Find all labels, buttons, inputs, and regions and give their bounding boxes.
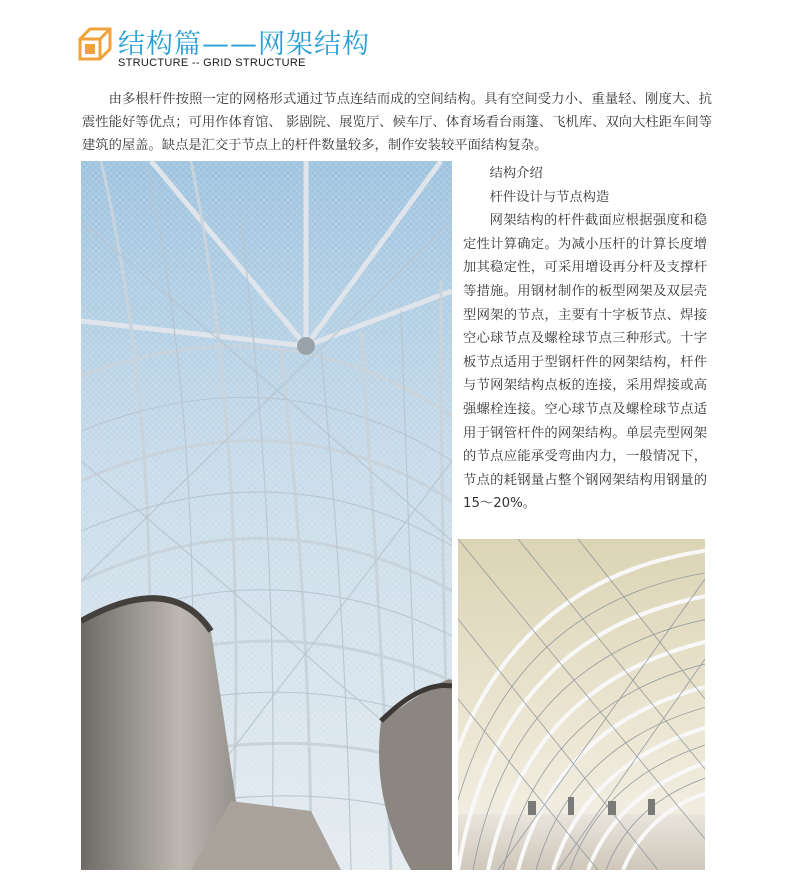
page-subtitle: STRUCTURE -- GRID STRUCTURE [118, 57, 306, 69]
arched-hangar-space-frame-photo [458, 539, 705, 870]
section-heading-intro: 结构介绍 [489, 166, 543, 181]
intro-paragraph: 由多根杆件按照一定的网格形式通过节点连结而成的空间结构。具有空间受力小、重量轻、刚度大、抗震性能好等优点；可用作体育馆、 影剧院、展览厅、候车厅、体育场看台雨篷、飞机库、双向大柱距车间等建筑的屋盖。缺点是汇交于节点上的杆件数量较多，制作安装较平面结构复杂。 [82, 92, 712, 153]
structure-intro-section [463, 162, 707, 516]
glass-dome-grid-photo [81, 161, 452, 870]
page-title: 结构篇——网架结构 [118, 29, 370, 60]
logo-icon [76, 25, 114, 63]
section-body: 网架结构的杆件截面应根据强度和稳定性计算确定。为减小压杆的计算长度增加其稳定性，可采用增设再分杆及支撑杆等措施。用钢材制作的板型网架及双层壳型网架的节点，主要有十字板节点、焊接空心球节点及螺栓球节点三种形式。十字板节点适用于型钢杆件的网架结构，杆件与节网架结构点板的连接，采用焊接或高强螺栓连接。空心球节点及螺栓球节点适用于钢管杆件的网架结构。单层壳型网架的节点应能承受弯曲内力，一般情况下，节点的耗钢量占整个钢网架结构用钢量的15～20%。 [463, 213, 707, 512]
section-heading-design: 杆件设计与节点构造 [489, 189, 610, 205]
